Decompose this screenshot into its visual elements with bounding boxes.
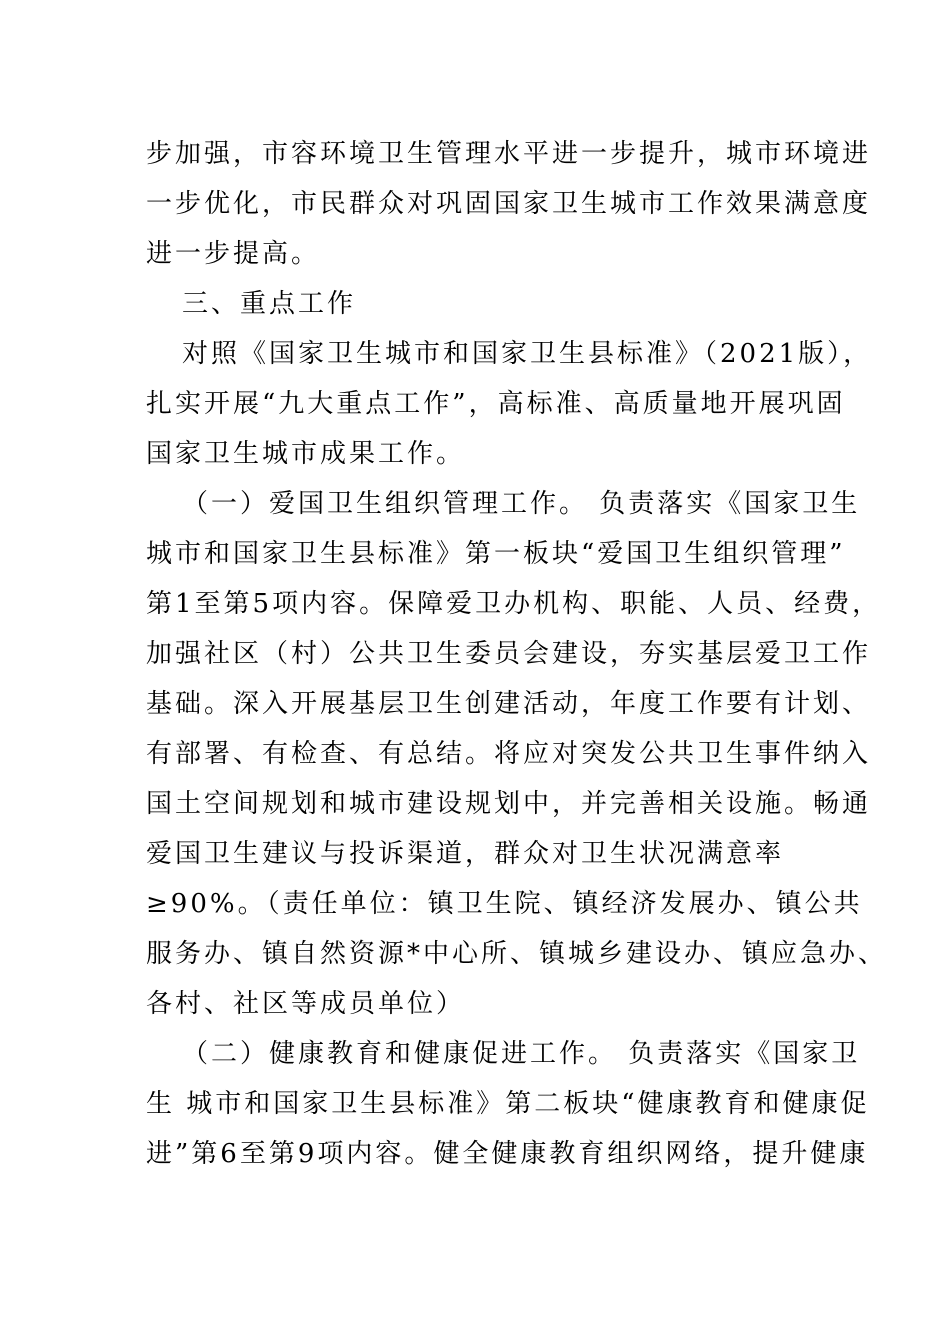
body-line: 扎实开展“九大重点工作”，高标准、高质量地开展巩固 bbox=[146, 389, 846, 419]
body-line: 有部署、有检查、有总结。将应对突发公共卫生事件纳入 bbox=[146, 739, 872, 769]
section-heading: 三、重点工作 bbox=[182, 289, 357, 319]
body-line: 国土空间规划和城市建设规划中，并完善相关设施。畅通 bbox=[146, 789, 872, 819]
body-line: 进”第6至第9项内容。健全健康教育组织网络，提升健康 bbox=[146, 1139, 869, 1169]
body-line: 第1至第5项内容。保障爱卫办机构、职能、人员、经费， bbox=[146, 589, 882, 619]
body-line: 基础。深入开展基层卫生创建活动，年度工作要有计划、 bbox=[146, 689, 872, 719]
body-line: 加强社区（村）公共卫生委员会建设，夯实基层爱卫工作 bbox=[146, 639, 872, 669]
body-line: 进一步提高。 bbox=[146, 239, 321, 269]
subsection-heading-2: （二）健康教育和健康促进工作。 负责落实《国家卫 bbox=[182, 1039, 861, 1069]
body-line: 服务办、镇自然资源*中心所、镇城乡建设办、镇应急办、 bbox=[146, 939, 888, 969]
paragraph-first-line: 对照《国家卫生城市和国家卫生县标准》（2021版）， bbox=[182, 339, 873, 369]
body-line: 一步优化，市民群众对巩固国家卫生城市工作效果满意度 bbox=[146, 189, 872, 219]
body-line: 步加强，市容环境卫生管理水平进一步提升，城市环境进 bbox=[146, 139, 872, 169]
body-line: 各村、社区等成员单位） bbox=[146, 989, 466, 1019]
subsection-heading-1: （一）爱国卫生组织管理工作。 负责落实《国家卫生 bbox=[182, 489, 861, 519]
body-line: ≥90%。（责任单位：镇卫生院、镇经济发展办、镇公共 bbox=[146, 889, 863, 919]
body-line: 城市和国家卫生县标准》第一板块“爱国卫生组织管理” bbox=[146, 539, 846, 569]
body-line: 生 城市和国家卫生县标准》第二板块“健康教育和健康促 bbox=[146, 1089, 870, 1119]
body-line: 爱国卫生建议与投诉渠道，群众对卫生状况满意率 bbox=[146, 839, 785, 869]
body-line: 国家卫生城市成果工作。 bbox=[146, 439, 466, 469]
